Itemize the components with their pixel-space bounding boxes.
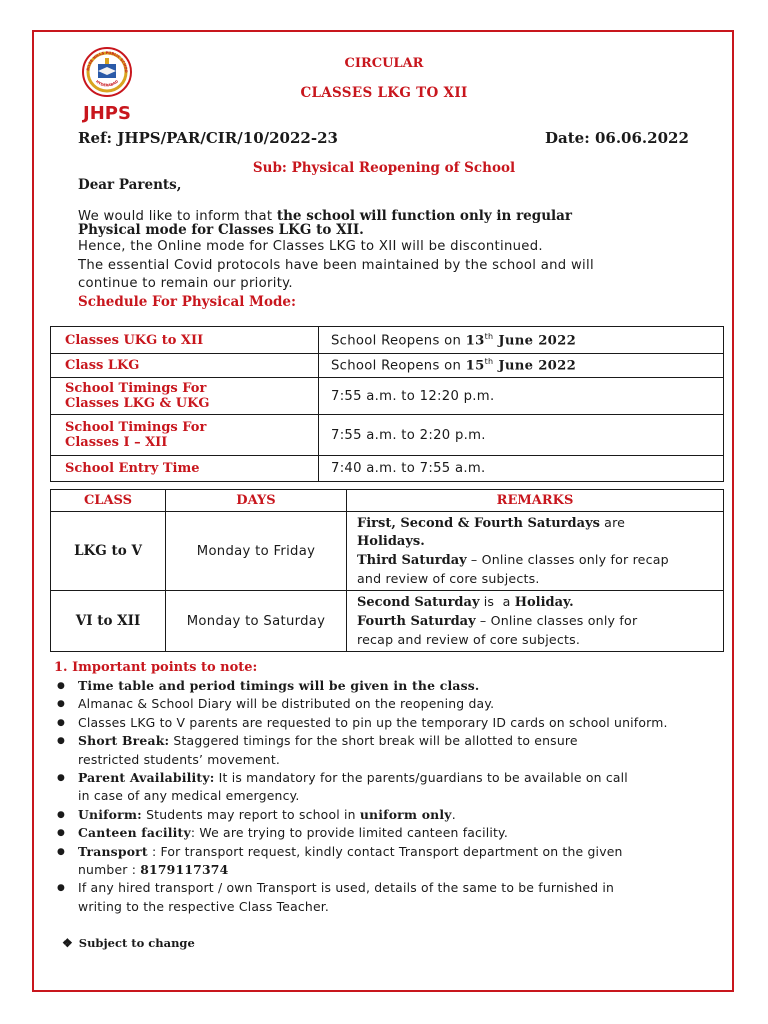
point-text: : We are trying to provide limited canteen facility. (190, 825, 508, 841)
table-header-row (51, 490, 724, 512)
remarks-line (357, 593, 717, 612)
remarks-text: – Online classes only for (475, 613, 638, 628)
list-item (78, 769, 734, 806)
subject-to-change-note (62, 936, 195, 950)
point-text: It is mandatory for the parents/guardians to be available on call (214, 770, 628, 786)
schedule-value-prefix: School Reopens on (331, 333, 466, 349)
remarks-cell (347, 591, 724, 652)
paragraph-2: Hence, the Online mode for Classes LKG to XII will be discontinued. (78, 239, 543, 254)
diamond-bullet-icon: ❖ (62, 936, 73, 950)
schedule-value: 7:55 a.m. to 2:20 p.m. (319, 415, 724, 456)
subject-line: Sub: Physical Reopening of School (252, 160, 516, 176)
column-header-days: DAYS (166, 490, 347, 512)
remarks-line (357, 612, 717, 631)
schedule-value-prefix: School Reopens on (331, 358, 466, 374)
schedule-label-line-2: Classes I – XII (65, 435, 168, 450)
point-text: . (451, 806, 456, 822)
point-text: : For transport request, kindly contact Transport department on the given (147, 843, 623, 859)
remarks-text: – Online classes only for recap (466, 552, 669, 567)
point-text: in case of any medical emergency. (78, 788, 300, 804)
table-row (51, 456, 724, 482)
point-text: Students may report to school in (141, 806, 360, 822)
points-list (54, 677, 734, 916)
schedule-label: Classes UKG to XII (51, 327, 319, 354)
remarks-text: is a (479, 594, 515, 609)
remarks-line (357, 514, 717, 533)
schedule-value-day: 15 (465, 358, 485, 374)
days-cell: Monday to Saturday (166, 591, 347, 652)
schedule-label (51, 415, 319, 456)
point-text: writing to the respective Class Teacher. (78, 898, 330, 914)
schedule-value-month: June 2022 (493, 358, 577, 374)
schedule-label: School Entry Time (51, 456, 319, 482)
transport-phone-number: 8179117374 (140, 862, 229, 878)
list-item: ● Almanac & School Diary will be distributed on the reopening day. (78, 695, 734, 713)
point-bold: Canteen facility (78, 825, 191, 841)
remarks-line (357, 551, 717, 570)
remarks-line (357, 533, 717, 551)
list-item (78, 677, 734, 695)
remarks-line: and review of core subjects. (357, 571, 540, 586)
column-header-class: CLASS (51, 490, 166, 512)
point-bold: uniform only (359, 806, 452, 822)
remarks-text: are (599, 515, 626, 530)
important-points-heading: 1. Important points to note: (54, 660, 258, 675)
table-row (51, 415, 724, 456)
logo-abbreviation: JHPS (83, 103, 131, 124)
list-item (78, 824, 734, 842)
paragraph-3-line-2: continue to remain our priority. (78, 276, 293, 291)
table-row (51, 512, 724, 591)
point-bold: Parent Availability: (78, 770, 215, 786)
circular-date: Date: 06.06.2022 (545, 129, 689, 147)
point-text: Staggered timings for the short break will be allotted to ensure (169, 733, 578, 749)
paragraph-3-line-1: The essential Covid protocols have been maintained by the school and will (78, 258, 594, 273)
list-item (78, 732, 734, 769)
point-bold: Time table and period timings will be given in the class. (78, 678, 480, 693)
schedule-heading: Schedule For Physical Mode: (78, 294, 297, 310)
table-row (51, 378, 724, 415)
remarks-bold: Fourth Saturday (357, 614, 476, 629)
remarks-cell (347, 512, 724, 591)
paragraph-1-intro: We would like to inform that (78, 209, 277, 224)
schedule-value-month: June 2022 (493, 333, 577, 349)
list-item (78, 806, 734, 824)
point-text: If any hired transport / own Transport is used, details of the same to be furnished in (78, 880, 615, 896)
schedule-label-line-1: School Timings For (65, 381, 207, 396)
table-row (51, 591, 724, 652)
schedule-value-day: 13 (465, 333, 485, 349)
point-bold: Transport (78, 843, 148, 859)
remarks-bold: Holiday. (514, 595, 574, 610)
remarks-line: recap and review of core subjects. (357, 632, 581, 647)
remarks-bold: Holidays. (357, 534, 425, 549)
salutation: Dear Parents, (78, 177, 182, 193)
column-header-remarks: REMARKS (347, 490, 724, 512)
list-item (78, 879, 734, 916)
paragraph-1-emphasis: the school will function only in regular (276, 208, 573, 224)
remarks-bold: Second Saturday (357, 595, 480, 610)
point-bold: Short Break: (78, 733, 170, 749)
list-item (78, 843, 734, 880)
class-cell: VI to XII (51, 591, 166, 652)
schedule-value (319, 327, 724, 354)
schedule-value: 7:55 a.m. to 12:20 p.m. (319, 378, 724, 415)
logo-city-text: HYDERABAD (94, 79, 120, 88)
paragraph-1-line-2: Physical mode for Classes LKG to XII. (78, 222, 364, 238)
reference-number: Ref: JHPS/PAR/CIR/10/2022-23 (78, 129, 338, 147)
classes-title: CLASSES LKG TO XII (300, 85, 468, 101)
table-row (51, 354, 724, 378)
days-table (50, 489, 724, 652)
schedule-value-suffix: th (484, 357, 494, 367)
schedule-label (51, 378, 319, 415)
remarks-bold: Third Saturday (357, 553, 467, 568)
list-item: ● Classes LKG to V parents are requested to pin up the temporary ID cards on school uniform. (78, 714, 734, 732)
schedule-value: 7:40 a.m. to 7:55 a.m. (319, 456, 724, 482)
remarks-bold: First, Second & Fourth Saturdays (357, 516, 600, 531)
schedule-label-line-2: Classes LKG & UKG (65, 396, 210, 411)
note-text: Subject to change (78, 936, 195, 950)
point-text: restricted students’ movement. (78, 751, 281, 767)
schedule-label-line-1: School Timings For (65, 420, 207, 435)
point-bold: Uniform: (78, 806, 142, 822)
schedule-value-suffix: th (484, 331, 494, 341)
days-cell: Monday to Friday (166, 512, 347, 591)
point-text: number : (78, 862, 141, 878)
important-points (54, 660, 734, 916)
circular-title: CIRCULAR (344, 56, 424, 71)
schedule-label: Class LKG (51, 354, 319, 378)
class-cell: LKG to V (51, 512, 166, 591)
table-row (51, 327, 724, 354)
schedule-value (319, 354, 724, 378)
logo-emblem-text: BILEE HILLS PUBLIC SCHOO (86, 50, 129, 73)
schedule-table (50, 326, 724, 482)
